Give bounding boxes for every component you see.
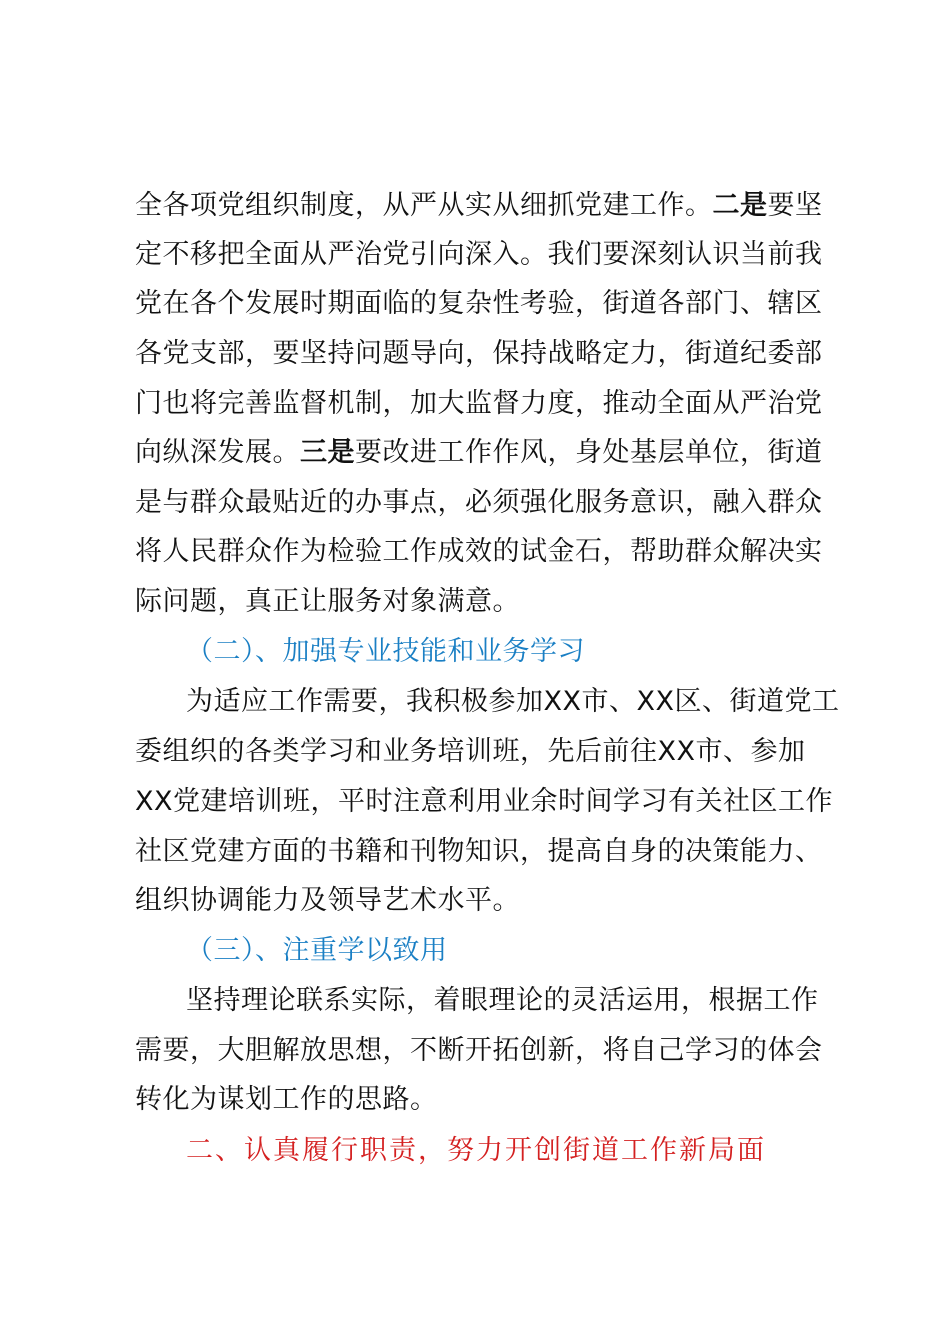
body-line-15: 坚持理论联系实际，着眼理论的灵活运用，根据工作 (186, 985, 819, 1016)
body-line-9: 际问题，真正让服务对象满意。 (135, 586, 520, 617)
body-line-1 (135, 186, 823, 226)
body-line-14: 组织协调能力及领导艺术水平。 (135, 885, 520, 916)
body-line-8: 将人民群众作为检验工作成效的试金石，帮助群众解决实 (135, 536, 823, 567)
body-line-5: 门也将完善监督机制，加大监督力度，推动全面从严治党 (135, 388, 823, 419)
section-heading-2: 二、认真履行职责，努力开创街道工作新局面 (186, 1135, 766, 1166)
body-line-12: XX党建培训班，平时注意利用业余时间学习有关社区工作 (135, 786, 833, 817)
body-line-13: 社区党建方面的书籍和刊物知识，提高自身的决策能力、 (135, 836, 823, 867)
body-line-6 (135, 433, 823, 473)
body-text: 要改进工作作风，身处基层单位，街道 (355, 437, 823, 468)
subsection-heading-2: （二）、加强专业技能和业务学习 (186, 636, 585, 667)
body-line-3: 党在各个发展时期面临的复杂性考验，街道各部门、辖区 (135, 288, 823, 319)
body-line-7: 是与群众最贴近的办事点，必须强化服务意识，融入群众 (135, 487, 823, 518)
body-line-2: 定不移把全面从严治党引向深入。我们要深刻认识当前我 (135, 239, 823, 270)
body-line-11: 委组织的各类学习和业务培训班，先后前往XX市、参加 (135, 736, 806, 767)
bold-marker: 二是 (712, 190, 768, 221)
body-line-17: 转化为谋划工作的思路。 (135, 1084, 438, 1115)
body-line-10: 为适应工作需要，我积极参加XX市、XX区、街道党工 (186, 686, 840, 717)
body-line-16: 需要，大胆解放思想，不断开拓创新，将自己学习的体会 (135, 1035, 823, 1066)
body-line-4: 各党支部，要坚持问题导向，保持战略定力，街道纪委部 (135, 338, 823, 369)
subsection-heading-3: （三）、注重学以致用 (186, 935, 448, 966)
bold-marker: 三是 (300, 437, 355, 468)
body-text: 向纵深发展。 (135, 437, 300, 468)
body-text: 要坚 (767, 190, 823, 221)
body-text: 全各项党组织制度，从严从实从细抓党建工作。 (135, 190, 713, 221)
